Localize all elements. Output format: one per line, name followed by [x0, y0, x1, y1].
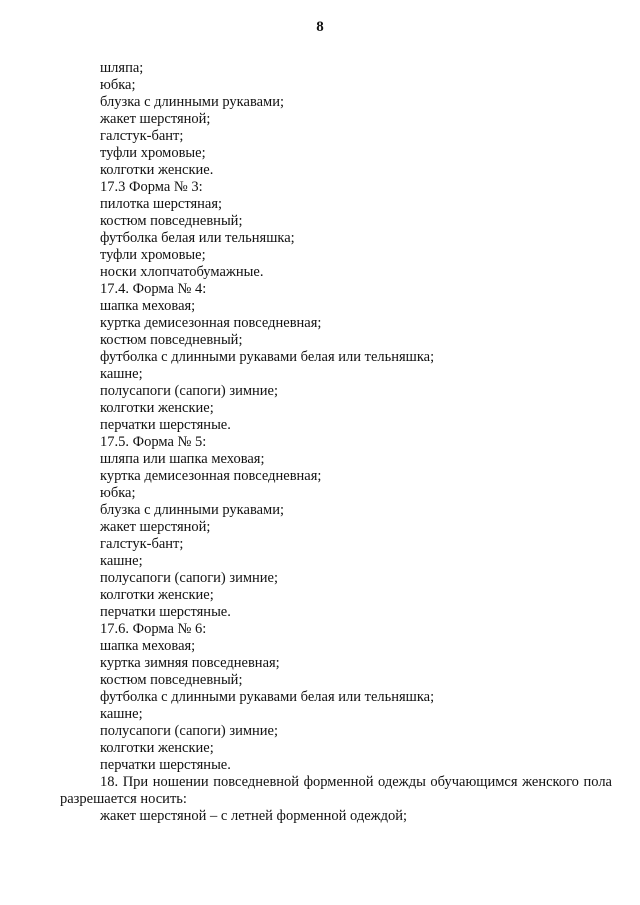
section-heading: 17.3 Форма № 3:: [100, 179, 203, 195]
text-line: футболка с длинными рукавами белая или тельняшка;: [100, 349, 435, 365]
text-line: туфли хромовые;: [100, 145, 206, 161]
text-line: туфли хромовые;: [100, 247, 206, 263]
text-line: юбка;: [100, 485, 136, 501]
section-heading: 17.4. Форма № 4:: [100, 281, 207, 297]
text-line: жакет шерстяной – с летней форменной одеждой;: [100, 808, 408, 824]
text-line: полусапоги (сапоги) зимние;: [100, 570, 279, 586]
text-line: жакет шерстяной;: [100, 519, 211, 535]
text-line: перчатки шерстяные.: [100, 604, 231, 620]
section-heading: 17.5. Форма № 5:: [100, 434, 207, 450]
text-line: юбка;: [100, 77, 136, 93]
text-line: кашне;: [100, 366, 143, 382]
text-line: пилотка шерстяная;: [100, 196, 223, 212]
text-line: кашне;: [100, 706, 143, 722]
document-body: [60, 60, 612, 825]
text-line: носки хлопчатобумажные.: [100, 264, 264, 280]
text-line: костюм повседневный;: [100, 332, 243, 348]
text-line: куртка зимняя повседневная;: [100, 655, 280, 671]
text-line: футболка белая или тельняшка;: [100, 230, 295, 246]
text-line: блузка с длинными рукавами;: [100, 94, 284, 110]
text-line: галстук-бант;: [100, 128, 184, 144]
text-line: перчатки шерстяные.: [100, 417, 231, 433]
paragraph-18: 18. При ношении повседневной форменной одежды обучающимся женского пола разрешается носить:: [60, 774, 612, 807]
text-line: галстук-бант;: [100, 536, 184, 552]
text-line: колготки женские;: [100, 740, 214, 756]
text-line: шляпа или шапка меховая;: [100, 451, 265, 467]
text-line: куртка демисезонная повседневная;: [100, 468, 322, 484]
text-line: полусапоги (сапоги) зимние;: [100, 383, 279, 399]
text-line: шапка меховая;: [100, 298, 196, 314]
text-line: колготки женские;: [100, 587, 214, 603]
text-line: футболка с длинными рукавами белая или тельняшка;: [100, 689, 435, 705]
text-line: шапка меховая;: [100, 638, 196, 654]
text-line: колготки женские.: [100, 162, 214, 178]
text-line: колготки женские;: [100, 400, 214, 416]
text-line: жакет шерстяной;: [100, 111, 211, 127]
text-line: костюм повседневный;: [100, 672, 243, 688]
text-line: куртка демисезонная повседневная;: [100, 315, 322, 331]
text-line: шляпа;: [100, 60, 144, 76]
section-heading: 17.6. Форма № 6:: [100, 621, 207, 637]
text-line: кашне;: [100, 553, 143, 569]
text-line: костюм повседневный;: [100, 213, 243, 229]
text-line: перчатки шерстяные.: [100, 757, 231, 773]
text-line: блузка с длинными рукавами;: [100, 502, 284, 518]
text-line: полусапоги (сапоги) зимние;: [100, 723, 279, 739]
page-number: 8: [316, 19, 324, 35]
